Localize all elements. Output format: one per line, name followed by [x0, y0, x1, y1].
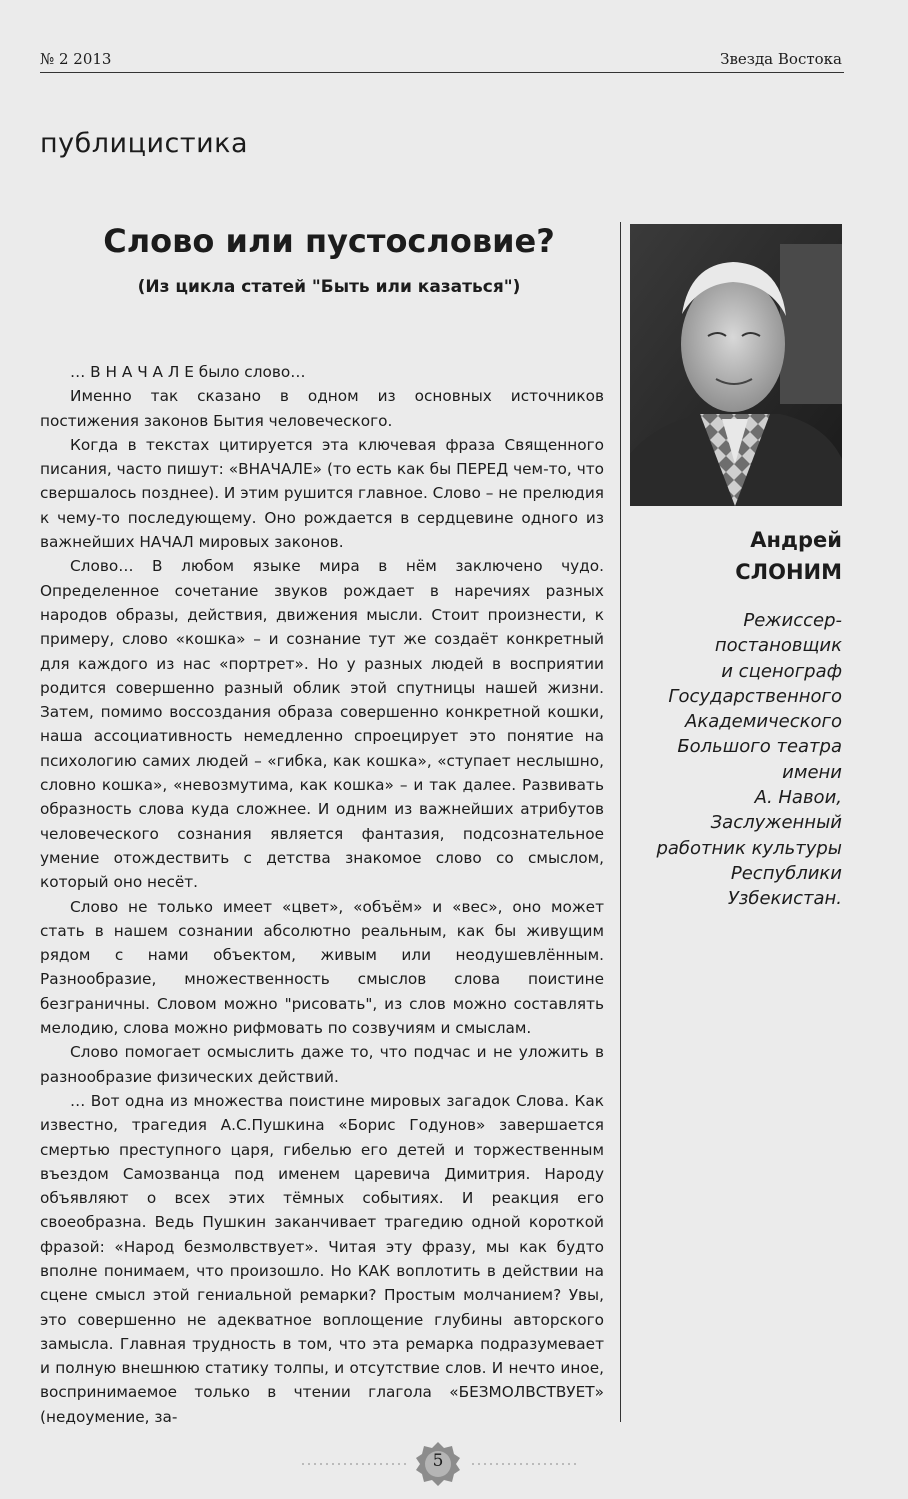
bio-line: Республики	[730, 862, 842, 884]
article-body	[40, 360, 604, 1429]
column-divider	[620, 222, 621, 1422]
section-label: публицистика	[40, 128, 248, 159]
bio-line: работник культуры	[656, 837, 842, 859]
paragraph: … В Н А Ч А Л Е было слово…	[70, 363, 306, 381]
page-number: 5	[432, 1451, 444, 1471]
author-last-name: СЛОНИМ	[735, 560, 842, 584]
issue-number: № 2 2013	[40, 50, 112, 68]
footer-dots-right	[470, 1463, 578, 1465]
paragraph: Слово… В любом языке мира в нём заключено чудо. Определенное сочетание звуков рождает в наречиях разных народов образы, действия, движения мысли. Стоит произнести, к примеру, слово «кошка» – и сознание тут же создаёт конкретный для каждого из нас «портрет». Но у разных людей в восприятии родится совершенно разный облик этой спутницы нашей жизни. Затем, помимо воссоздания образа совершенно конкретной кошки, наша ассоциативность немедленно спроецирует это понятие на психологию самих людей – «гибка, как кошка», «ступает неслышно, словно кошка», «невозмутима, как кошка» – и так далее. Развивать образность слова куда сложнее. И одним из важнейших атрибутов человеческого сознания является фантазия, подсознательное умение отождествить с детства знакомое слово со смыслом, который оно несёт.	[40, 557, 604, 892]
author-bio	[632, 608, 842, 912]
bio-line: постановщик	[714, 635, 842, 657]
paragraph: … Вот одна из множества поистине мировых загадок Слова. Как известно, трагедия А.С.Пушкина «Борис Годунов» завершается смертью преступного царя, гибелью его детей и торжественным въездом Самозванца под именем царевича Димитрия. Народу объявляют о всех этих тёмных событиях. И реакция его своеобразна. Ведь Пушкин заканчивает трагедию одной короткой фразой: «Народ безмолвствует». Читая эту фразу, мы как будто вполне понимаем, что произошло. Но КАК воплотить в действии на сцене смысл этой гениальной ремарки? Простым молчанием? Увы, это совершенно не адекватное воплощение глубины авторского замысла. Главная трудность в том, что эта ремарка подразумевает и полную внешнюю статику толпы, и отсутствие слов. И нечто иное, воспринимаемое только в чтении глагола «БЕЗМОЛВСТВУЕТ» (недоумение, за-	[40, 1091, 604, 1426]
journal-name: Звезда Востока	[720, 50, 842, 68]
bio-line: А. Навои,	[754, 787, 842, 809]
bio-line: Академического	[685, 711, 842, 733]
bio-line: Узбекистан.	[727, 888, 842, 910]
article-subtitle: (Из цикла статей "Быть или казаться")	[137, 277, 521, 297]
bio-line: Режиссер-	[743, 610, 842, 631]
author-photo	[630, 224, 842, 506]
footer-dots-left	[300, 1463, 408, 1465]
bio-line: Государственного	[668, 685, 842, 707]
article-title: Слово или пустословие?	[103, 222, 555, 260]
bio-line: Большого театра	[677, 736, 842, 758]
author-first-name: Андрей	[750, 528, 842, 552]
paragraph: Когда в текстах цитируется эта ключевая фраза Священного писания, часто пишут: «ВНАЧАЛЕ» (то есть как бы ПЕРЕД чем-то, что свершалось позднее). И этим рушится главное. Слово – не прелюдия к чему-то последующему. Оно рождается в сердцевине одного из важнейших НАЧАЛ мировых законов.	[40, 435, 605, 552]
header-rule	[40, 72, 844, 73]
paragraph: Именно так сказано в одном из основных источников постижения законов Бытия человеческого.	[40, 387, 604, 430]
bio-line: и сценограф	[721, 660, 842, 682]
bio-line: имени	[782, 761, 842, 783]
bio-line: Заслуженный	[710, 812, 842, 834]
paragraph: Слово помогает осмыслить даже то, что подчас и не уложить в разнообразие физических действий.	[40, 1043, 604, 1086]
paragraph: Слово не только имеет «цвет», «объём» и «вес», оно может стать в нашем сознании абсолютно реальным, как бы живущим рядом с нами объектом, живым или неодушевлённым. Разнообразие, множественность смыслов слова поистине безграничны. Словом можно "рисовать", из слов можно составлять мелодию, слова можно рифмовать по созвучиям и смыслам.	[40, 897, 604, 1038]
